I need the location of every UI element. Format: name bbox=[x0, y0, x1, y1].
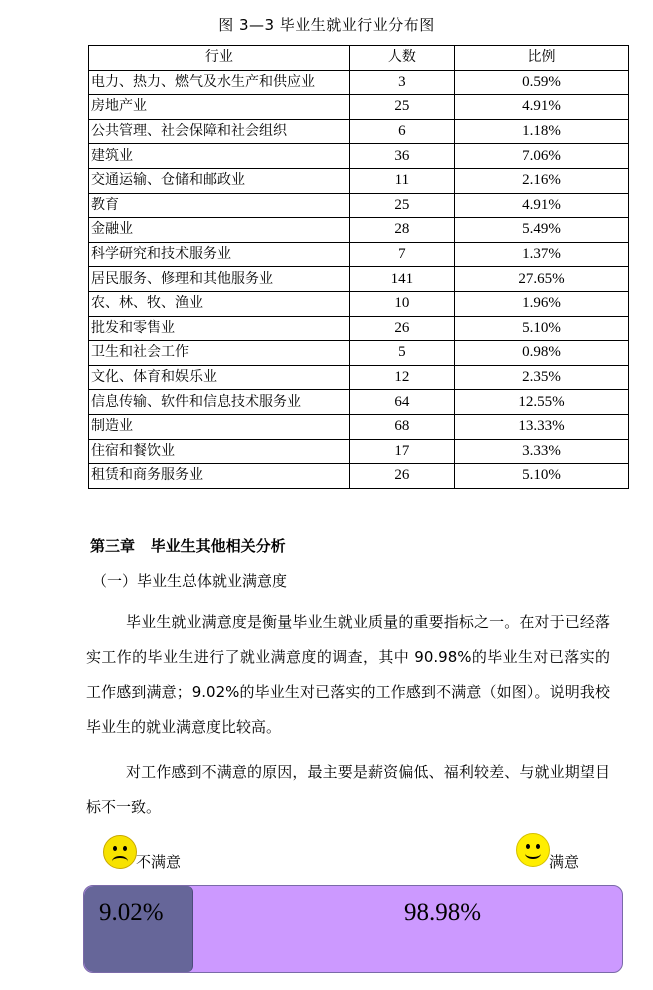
cell-industry: 金融业 bbox=[89, 218, 350, 243]
chapter-title: 第三章 毕业生其他相关分析 bbox=[90, 537, 286, 555]
smiley-face-icon bbox=[516, 833, 550, 867]
table-row bbox=[89, 168, 629, 193]
cell-count: 12 bbox=[349, 365, 454, 390]
cell-percent: 1.18% bbox=[455, 119, 629, 144]
cell-percent: 3.33% bbox=[455, 439, 629, 464]
table-row bbox=[89, 439, 629, 464]
cell-percent: 7.06% bbox=[455, 144, 629, 169]
cell-industry: 电力、热力、燃气及水生产和供应业 bbox=[89, 70, 350, 95]
table-row bbox=[89, 144, 629, 169]
cell-percent: 2.16% bbox=[455, 168, 629, 193]
sad-face-left-eye bbox=[113, 846, 117, 851]
cell-percent: 4.91% bbox=[455, 193, 629, 218]
header-count: 人数 bbox=[349, 46, 454, 71]
cell-percent: 27.65% bbox=[455, 267, 629, 292]
table-row bbox=[89, 390, 629, 415]
header-industry: 行业 bbox=[89, 46, 350, 71]
dissatisfied-label: 不满意 bbox=[136, 853, 182, 871]
table-row bbox=[89, 291, 629, 316]
cell-percent: 0.98% bbox=[455, 341, 629, 366]
cell-percent: 5.10% bbox=[455, 316, 629, 341]
cell-percent: 0.59% bbox=[455, 70, 629, 95]
cell-percent: 13.33% bbox=[455, 414, 629, 439]
paragraph-dissatisfaction-reasons: 对工作感到不满意的原因，最主要是薪资偏低、福利较差、与就业期望目标不一致。 bbox=[86, 763, 610, 816]
cell-count: 3 bbox=[349, 70, 454, 95]
cell-industry: 教育 bbox=[89, 193, 350, 218]
cell-industry: 农、林、牧、渔业 bbox=[89, 291, 350, 316]
cell-percent: 2.35% bbox=[455, 365, 629, 390]
table-row bbox=[89, 464, 629, 489]
table-row bbox=[89, 365, 629, 390]
cell-percent: 12.55% bbox=[455, 390, 629, 415]
cell-count: 36 bbox=[349, 144, 454, 169]
dissatisfied-value: 9.02% bbox=[99, 899, 164, 926]
cell-industry: 批发和零售业 bbox=[89, 316, 350, 341]
cell-count: 68 bbox=[349, 414, 454, 439]
cell-count: 26 bbox=[349, 316, 454, 341]
table-row bbox=[89, 193, 629, 218]
smiley-face-mouth bbox=[525, 848, 541, 859]
cell-industry: 建筑业 bbox=[89, 144, 350, 169]
table-row bbox=[89, 414, 629, 439]
table-row bbox=[89, 119, 629, 144]
table-header-row bbox=[89, 46, 629, 71]
satisfied-value: 98.98% bbox=[404, 899, 482, 926]
table-row bbox=[89, 218, 629, 243]
satisfaction-bar bbox=[83, 885, 623, 973]
sad-face-mouth bbox=[112, 856, 128, 867]
cell-industry: 卫生和社会工作 bbox=[89, 341, 350, 366]
cell-count: 141 bbox=[349, 267, 454, 292]
cell-industry: 公共管理、社会保障和社会组织 bbox=[89, 119, 350, 144]
cell-count: 25 bbox=[349, 95, 454, 120]
cell-industry: 交通运输、仓储和邮政业 bbox=[89, 168, 350, 193]
cell-percent: 1.96% bbox=[455, 291, 629, 316]
sad-face-icon bbox=[103, 835, 137, 869]
cell-industry: 居民服务、修理和其他服务业 bbox=[89, 267, 350, 292]
cell-count: 17 bbox=[349, 439, 454, 464]
cell-count: 10 bbox=[349, 291, 454, 316]
table-row bbox=[89, 95, 629, 120]
paragraph-satisfaction-summary: 毕业生就业满意度是衡量毕业生就业质量的重要指标之一。在对于已经落实工作的毕业生进行了就业满意度的调查，其中 90.98%的毕业生对已落实的工作感到满意；9.02%的毕业生对已落实的工作感到不满意（如图）。说明我校毕业生的就业满意度比较高。 bbox=[86, 613, 610, 736]
cell-industry: 科学研究和技术服务业 bbox=[89, 242, 350, 267]
cell-percent: 1.37% bbox=[455, 242, 629, 267]
table-row bbox=[89, 70, 629, 95]
cell-industry: 租赁和商务服务业 bbox=[89, 464, 350, 489]
cell-count: 26 bbox=[349, 464, 454, 489]
industry-distribution-table bbox=[88, 45, 629, 489]
table-row bbox=[89, 267, 629, 292]
header-percent: 比例 bbox=[455, 46, 629, 71]
cell-industry: 房地产业 bbox=[89, 95, 350, 120]
cell-industry: 住宿和餐饮业 bbox=[89, 439, 350, 464]
cell-count: 64 bbox=[349, 390, 454, 415]
table-row bbox=[89, 242, 629, 267]
figure-caption: 图 3—3 毕业生就业行业分布图 bbox=[218, 16, 435, 34]
cell-count: 6 bbox=[349, 119, 454, 144]
table-row bbox=[89, 341, 629, 366]
table-row bbox=[89, 316, 629, 341]
cell-count: 5 bbox=[349, 341, 454, 366]
cell-percent: 5.49% bbox=[455, 218, 629, 243]
satisfied-label: 满意 bbox=[549, 853, 580, 871]
cell-industry: 制造业 bbox=[89, 414, 350, 439]
table-body bbox=[89, 70, 629, 488]
cell-industry: 信息传输、软件和信息技术服务业 bbox=[89, 390, 350, 415]
cell-industry: 文化、体育和娱乐业 bbox=[89, 365, 350, 390]
cell-percent: 4.91% bbox=[455, 95, 629, 120]
sad-face-right-eye bbox=[123, 846, 127, 851]
cell-count: 7 bbox=[349, 242, 454, 267]
section-title: （一）毕业生总体就业满意度 bbox=[92, 572, 288, 590]
cell-count: 25 bbox=[349, 193, 454, 218]
cell-count: 28 bbox=[349, 218, 454, 243]
cell-count: 11 bbox=[349, 168, 454, 193]
cell-percent: 5.10% bbox=[455, 464, 629, 489]
